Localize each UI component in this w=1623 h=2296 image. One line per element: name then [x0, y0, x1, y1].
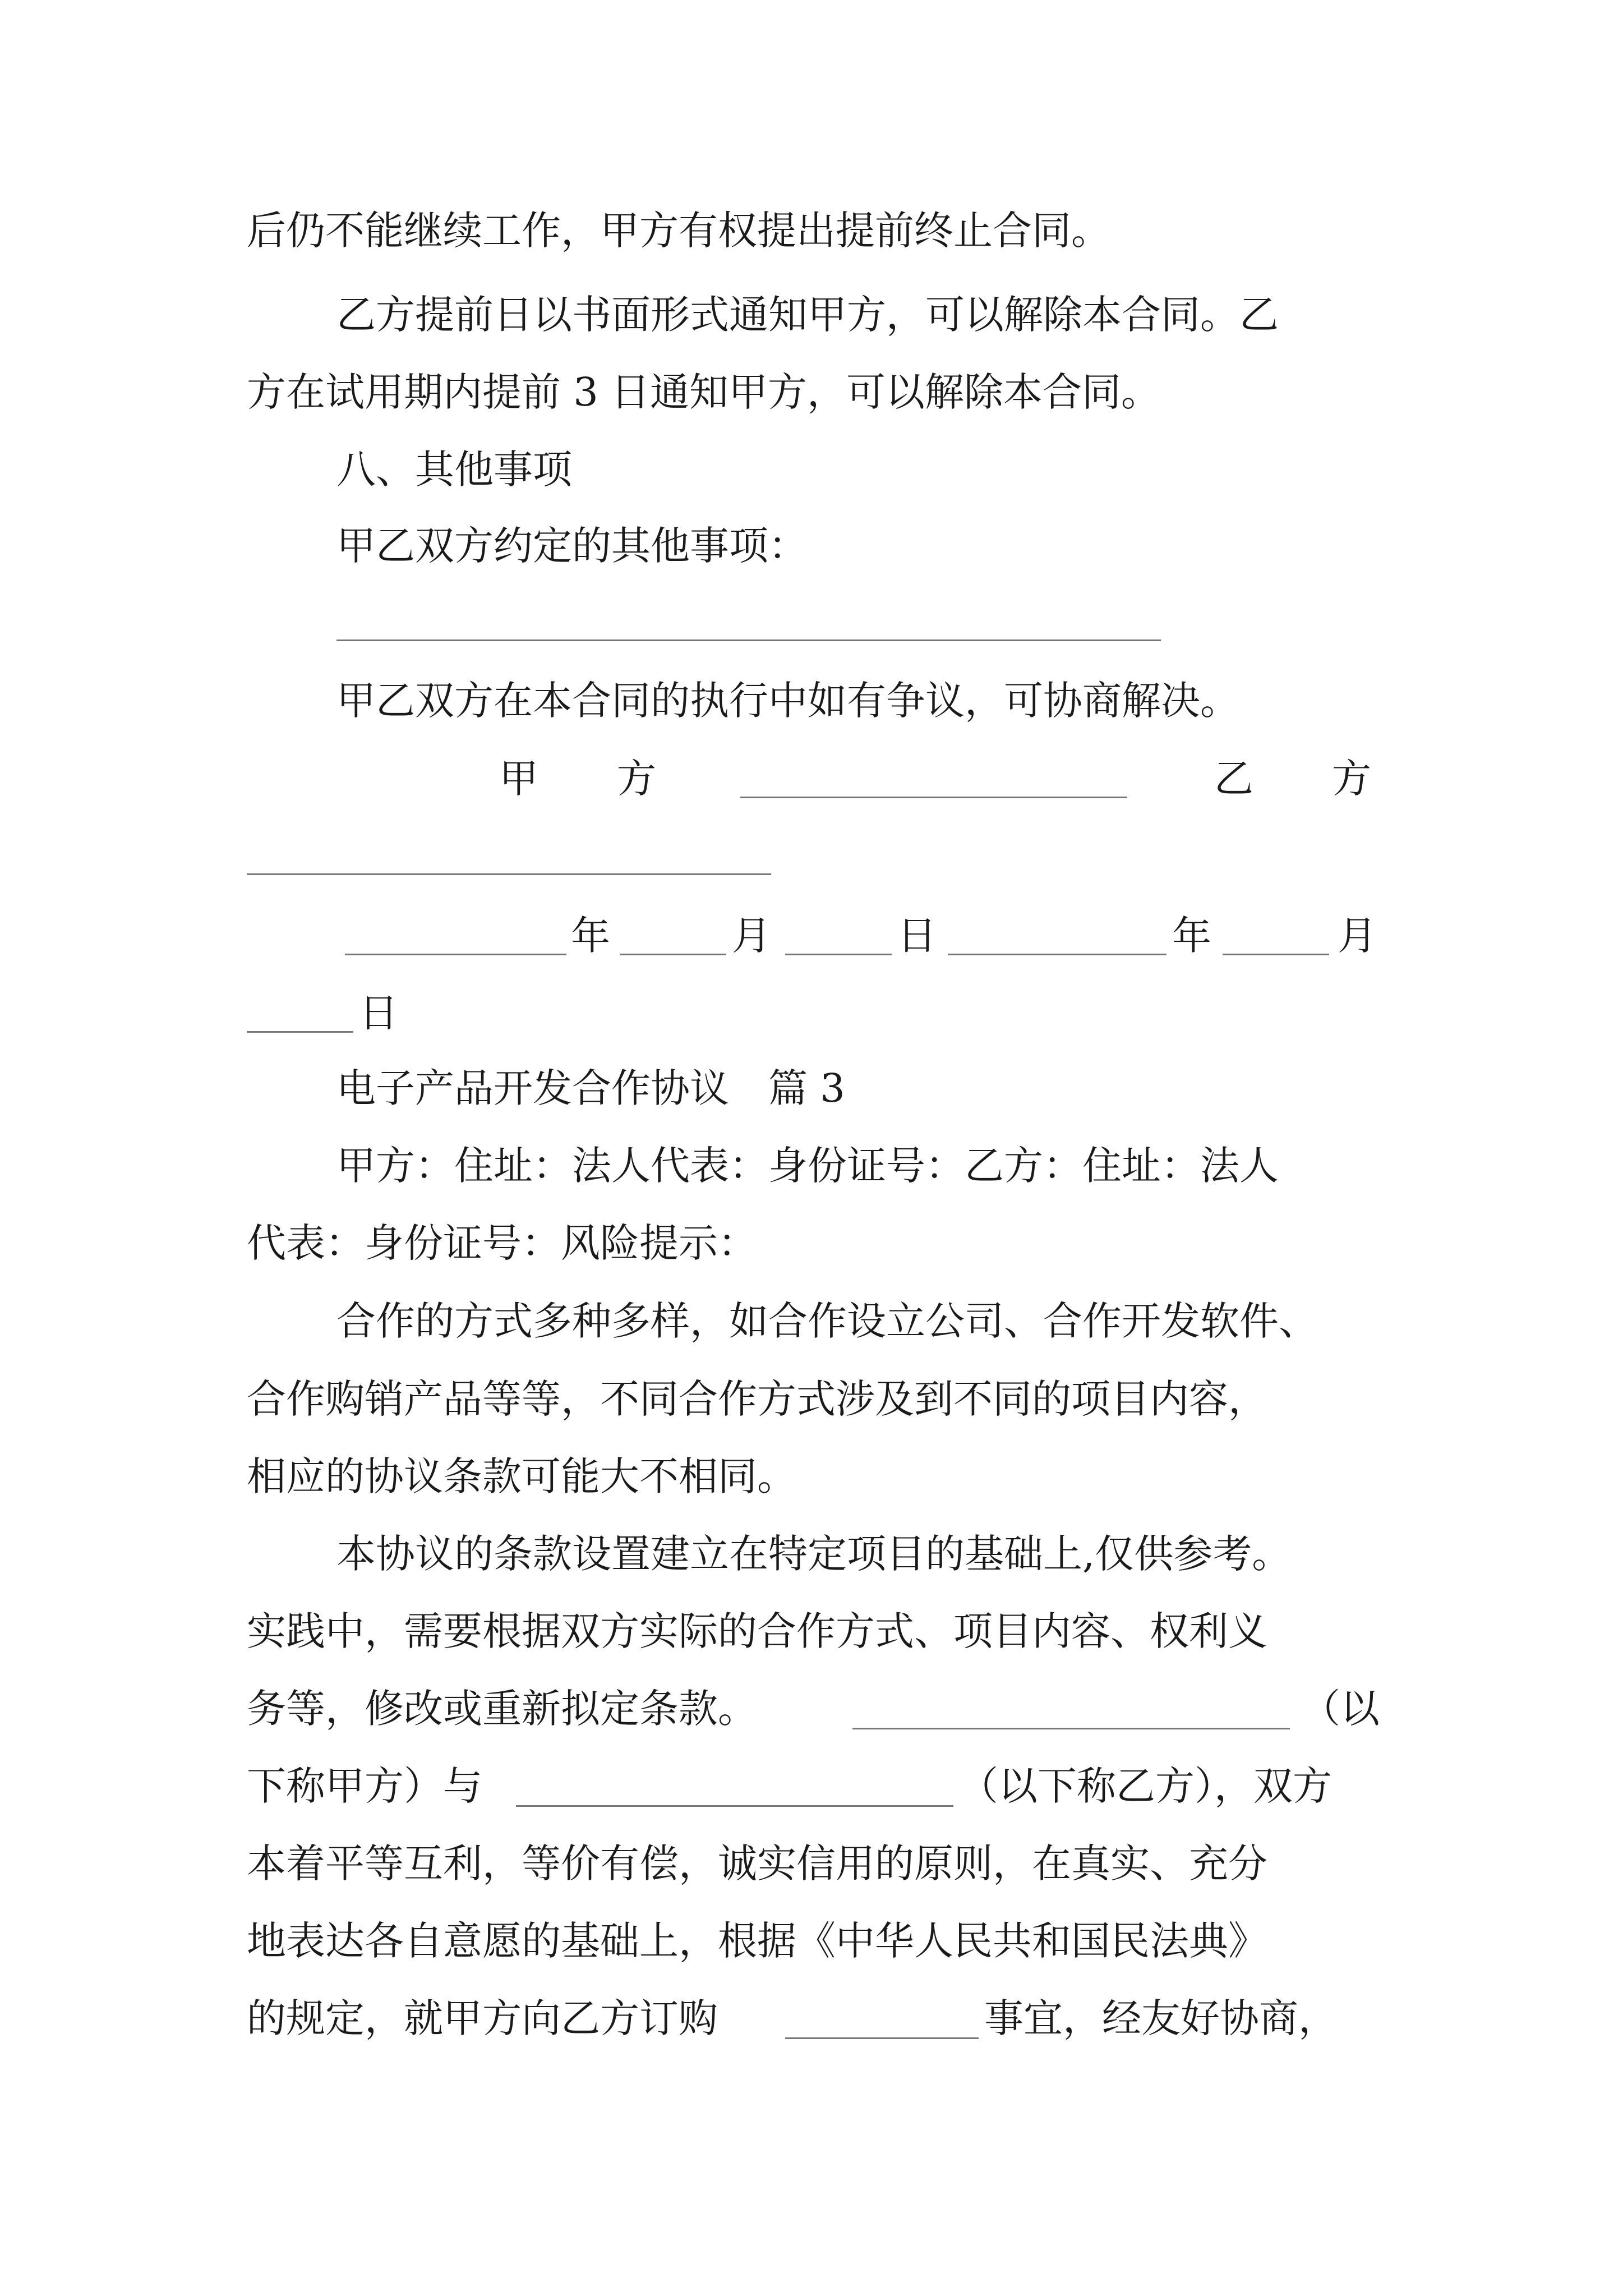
- section-heading: 八、其他事项: [336, 447, 572, 493]
- date-b-year-blank: [948, 954, 1166, 955]
- party-b-label: 乙 方: [1214, 756, 1371, 802]
- paragraph-line: 方在试用期内提前 3 日通知甲方，可以解除本合同。: [247, 369, 1161, 415]
- paragraph-line: 合作购销产品等等，不同合作方式涉及到不同的项目内容，: [247, 1376, 1267, 1422]
- date-b-month-blank: [1223, 954, 1329, 955]
- paragraph-line: 下称甲方）与: [247, 1763, 482, 1809]
- date-b-month-label: 月: [1338, 913, 1377, 959]
- date-a-day-label: 日: [897, 913, 937, 959]
- party-a-label: 甲 方: [499, 756, 656, 802]
- paragraph-line: 相应的协议条款可能大不相同。: [247, 1453, 796, 1499]
- section-title: 电子产品开发合作协议 篇 3: [336, 1065, 845, 1111]
- paragraph-line: 后仍不能继续工作，甲方有权提出提前终止合同。: [247, 208, 1110, 254]
- paragraph-line: 乙方提前日以书面形式通知甲方，可以解除本合同。乙: [336, 292, 1279, 338]
- party-b-signature-blank: [247, 873, 771, 875]
- date-b-day-label: 日: [359, 990, 398, 1036]
- paragraph-line-tail: 事宜，经友好协商，: [984, 1995, 1338, 2041]
- date-a-year-blank: [345, 954, 566, 955]
- paragraph-line: 甲方：住址：法人代表：身份证号：乙方：住址：法人: [336, 1143, 1279, 1189]
- party-a-name-blank: [852, 1728, 1290, 1729]
- paragraph-line-tail: （以下称乙方），双方: [959, 1763, 1332, 1809]
- paragraph-line: 的规定，就甲方向乙方订购: [247, 1995, 718, 2041]
- date-a-month-label: 月: [732, 913, 771, 959]
- paragraph-line: 务等，修改或重新拟定条款。: [247, 1686, 757, 1732]
- date-a-month-blank: [620, 954, 726, 955]
- date-a-year-label: 年: [571, 913, 610, 959]
- date-b-day-blank: [247, 1031, 353, 1033]
- other-items-blank: [336, 639, 1161, 641]
- order-item-blank: [785, 2037, 979, 2039]
- paragraph-line: 实践中，需要根据双方实际的合作方式、项目内容、权利义: [247, 1608, 1267, 1654]
- paragraph-line: 地表达各自意愿的基础上，根据《中华人民共和国民法典》: [247, 1918, 1267, 1964]
- paragraph-line: 合作的方式多种多样，如合作设立公司、合作开发软件、: [336, 1298, 1318, 1344]
- party-b-name-blank: [516, 1805, 953, 1807]
- paragraph-line: 本着平等互利，等价有偿，诚实信用的原则，在真实、充分: [247, 1841, 1267, 1887]
- paragraph-line: 代表：身份证号：风险提示：: [247, 1220, 757, 1266]
- date-b-year-label: 年: [1172, 913, 1211, 959]
- date-a-day-blank: [785, 954, 892, 955]
- paragraph-line: 本协议的条款设置建立在特定项目的基础上,仅供参考。: [336, 1531, 1292, 1577]
- paragraph-line: 甲乙双方在本合同的执行中如有争议，可协商解决。: [336, 678, 1239, 724]
- paragraph-line-tail: （以: [1301, 1686, 1380, 1732]
- party-a-signature-blank: [740, 797, 1127, 798]
- paragraph-line: 甲乙双方约定的其他事项：: [336, 523, 808, 569]
